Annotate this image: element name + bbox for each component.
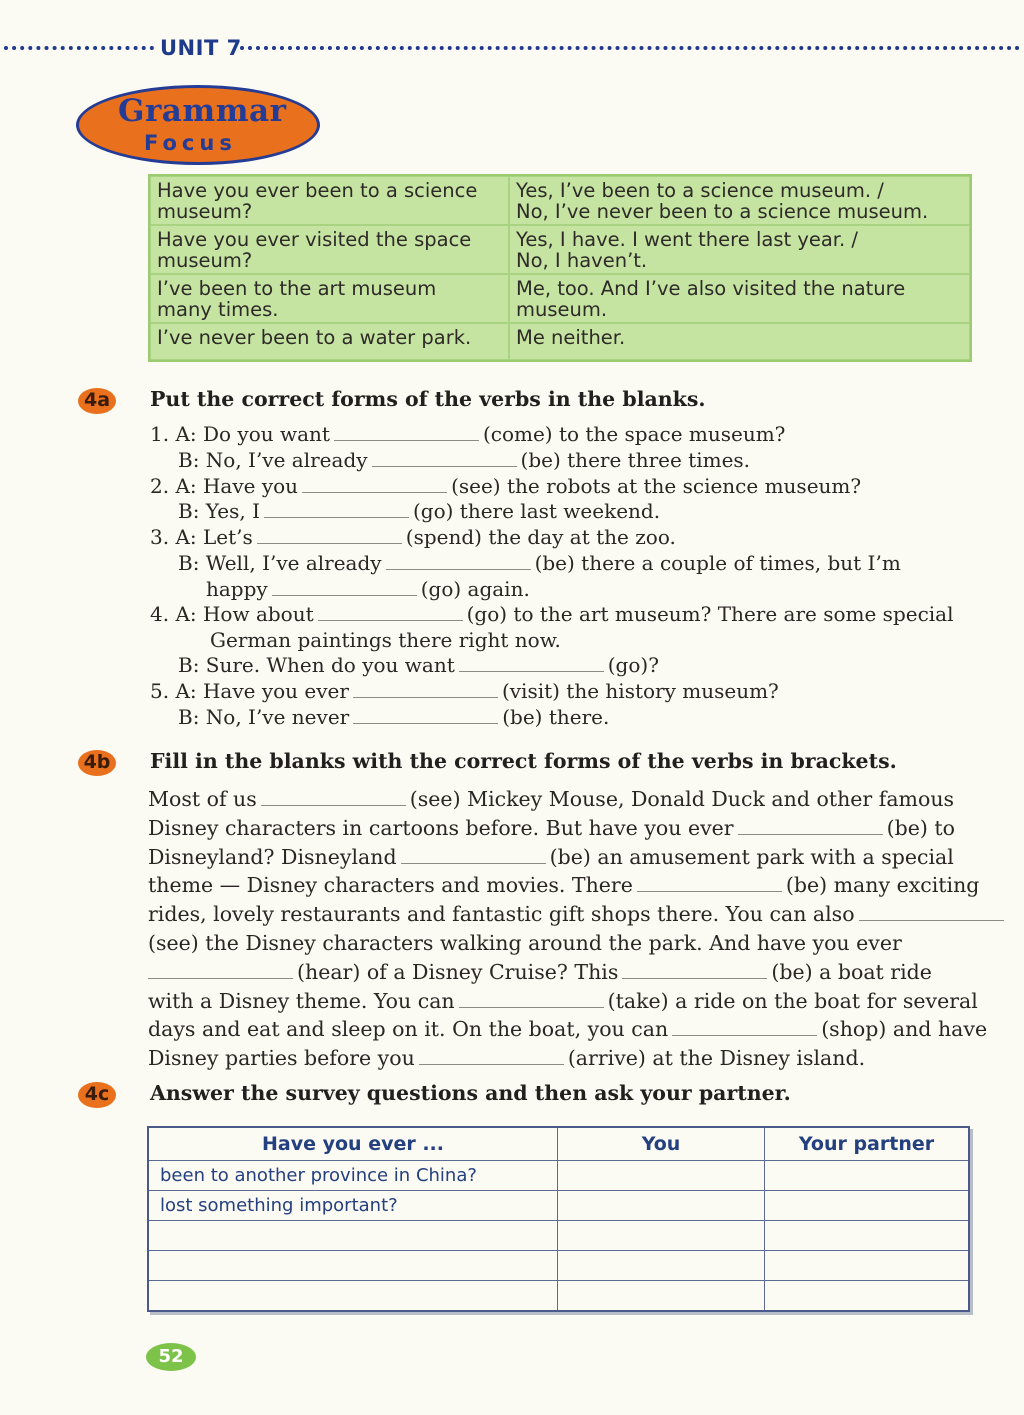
survey-question: lost something important? <box>148 1191 558 1221</box>
grammar-cell: I’ve been to the art museum many times. <box>150 274 509 323</box>
survey-row <box>148 1191 969 1221</box>
survey-answer-you[interactable] <box>558 1161 765 1191</box>
grammar-row <box>150 176 970 225</box>
answer-blank[interactable] <box>859 902 1004 921</box>
ex4b-line: days and eat and sleep on it. On the boat, you can (shop) and have <box>148 1017 988 1042</box>
ex4a-line: B: No, I’ve never (be) there. <box>178 705 610 729</box>
ex4a-line: B: Sure. When do you want (go)? <box>178 653 659 677</box>
grammar-cell: Have you ever been to a science museum? <box>150 176 509 225</box>
survey-answer-you[interactable] <box>558 1221 765 1251</box>
header-dots-right <box>240 46 1020 54</box>
survey-answer-you[interactable] <box>558 1191 765 1221</box>
grammar-cell: I’ve never been to a water park. <box>150 323 509 360</box>
answer-blank[interactable] <box>622 960 767 979</box>
answer-blank[interactable] <box>672 1017 817 1036</box>
survey-answer-partner[interactable] <box>765 1161 970 1191</box>
answer-blank[interactable] <box>419 1046 564 1065</box>
ex4b-line: with a Disney theme. You can (take) a ride on the boat for several <box>148 988 978 1013</box>
answer-blank[interactable] <box>261 787 406 806</box>
ex4b-paragraph <box>148 785 988 1073</box>
ex4a-line: 5. A: Have you ever (visit) the history museum? <box>150 679 779 703</box>
answer-blank[interactable] <box>386 551 531 570</box>
unit-title: UNIT 7 <box>160 36 242 60</box>
ex4a-line: happy (go) again. <box>206 577 530 601</box>
answer-blank[interactable] <box>372 448 517 467</box>
survey-question[interactable] <box>148 1251 558 1281</box>
grammar-cell: Me, too. And I’ve also visited the nature museum. <box>509 274 970 323</box>
ex4a-line: B: Yes, I (go) there last weekend. <box>178 499 661 523</box>
exercise-4a-title: Put the correct forms of the verbs in the blanks. <box>150 387 706 411</box>
grammar-cell: Have you ever visited the space museum? <box>150 225 509 274</box>
answer-blank[interactable] <box>318 602 463 621</box>
answer-blank[interactable] <box>264 499 409 518</box>
ex4b-line: theme — Disney characters and movies. There (be) many exciting <box>148 873 980 898</box>
survey-header: Have you ever ... <box>148 1127 558 1161</box>
answer-blank[interactable] <box>738 816 883 835</box>
badge-subtitle: Focus <box>144 131 237 155</box>
answer-blank[interactable] <box>257 525 402 544</box>
ex4a-line: 4. A: How about (go) to the art museum? There are some special <box>150 602 954 626</box>
survey-answer-partner[interactable] <box>765 1221 970 1251</box>
survey-table <box>147 1126 970 1312</box>
answer-blank[interactable] <box>302 474 447 493</box>
unit-header <box>0 36 1024 60</box>
ex4a-line: B: No, I’ve already (be) there three times. <box>178 448 751 472</box>
answer-blank[interactable] <box>637 873 782 892</box>
ex4b-line: rides, lovely restaurants and fantastic gift shops there. You can also <box>148 900 968 929</box>
ex4b-line: (see) the Disney characters walking around the park. And have you ever <box>148 930 902 955</box>
survey-question[interactable] <box>148 1221 558 1251</box>
survey-row <box>148 1281 969 1312</box>
survey-header: You <box>558 1127 765 1161</box>
survey-row <box>148 1161 969 1191</box>
survey-header-row <box>148 1127 969 1161</box>
survey-table-wrapper <box>147 1126 970 1312</box>
survey-answer-you[interactable] <box>558 1281 765 1312</box>
answer-blank[interactable] <box>353 679 498 698</box>
answer-blank[interactable] <box>459 989 604 1008</box>
ex4a-line: B: Well, I’ve already (be) there a couple of times, but I’m <box>178 551 901 575</box>
ex4b-line: Disney parties before you (arrive) at the Disney island. <box>148 1046 866 1071</box>
exercise-4c-title: Answer the survey questions and then ask your partner. <box>150 1081 791 1105</box>
exercise-4c-badge: 4c <box>78 1082 116 1108</box>
survey-answer-partner[interactable] <box>765 1191 970 1221</box>
survey-answer-you[interactable] <box>558 1251 765 1281</box>
exercise-4a-badge: 4a <box>78 388 116 414</box>
survey-row <box>148 1221 969 1251</box>
exercise-4b-title: Fill in the blanks with the correct forms of the verbs in brackets. <box>150 749 897 773</box>
ex4a-line: 1. A: Do you want (come) to the space museum? <box>150 422 786 446</box>
ex4a-line: 2. A: Have you (see) the robots at the science museum? <box>150 474 862 498</box>
ex4b-line: Disney characters in cartoons before. But have you ever (be) to <box>148 815 955 840</box>
grammar-table <box>148 174 972 362</box>
exercise-4b-badge: 4b <box>78 750 116 776</box>
badge-title: Grammar <box>118 93 287 129</box>
answer-blank[interactable] <box>334 422 479 441</box>
survey-row <box>148 1251 969 1281</box>
ex4b-line: Disneyland? Disneyland (be) an amusement park with a special <box>148 844 954 869</box>
grammar-cell: Yes, I’ve been to a science museum. / No, I’ve never been to a science museum. <box>509 176 970 225</box>
survey-header: Your partner <box>765 1127 970 1161</box>
grammar-row <box>150 323 970 360</box>
grammar-row <box>150 274 970 323</box>
ex4b-line: (hear) of a Disney Cruise? This (be) a boat ride <box>148 958 968 987</box>
grammar-focus-badge <box>76 85 324 169</box>
grammar-cell: Me neither. <box>509 323 970 360</box>
answer-blank[interactable] <box>272 577 417 596</box>
survey-answer-partner[interactable] <box>765 1251 970 1281</box>
answer-blank[interactable] <box>353 705 498 724</box>
answer-blank[interactable] <box>401 845 546 864</box>
header-dots-left <box>4 46 154 54</box>
ex4a-line: German paintings there right now. <box>210 628 561 652</box>
ex4b-line: Most of us (see) Mickey Mouse, Donald Duck and other famous <box>148 787 955 811</box>
answer-blank[interactable] <box>459 653 604 672</box>
survey-answer-partner[interactable] <box>765 1281 970 1312</box>
answer-blank[interactable] <box>148 960 293 979</box>
ex4a-line: 3. A: Let’s (spend) the day at the zoo. <box>150 525 676 549</box>
grammar-cell: Yes, I have. I went there last year. / No, I haven’t. <box>509 225 970 274</box>
survey-question[interactable] <box>148 1281 558 1312</box>
survey-question: been to another province in China? <box>148 1161 558 1191</box>
page-number: 52 <box>146 1343 196 1371</box>
grammar-row <box>150 225 970 274</box>
